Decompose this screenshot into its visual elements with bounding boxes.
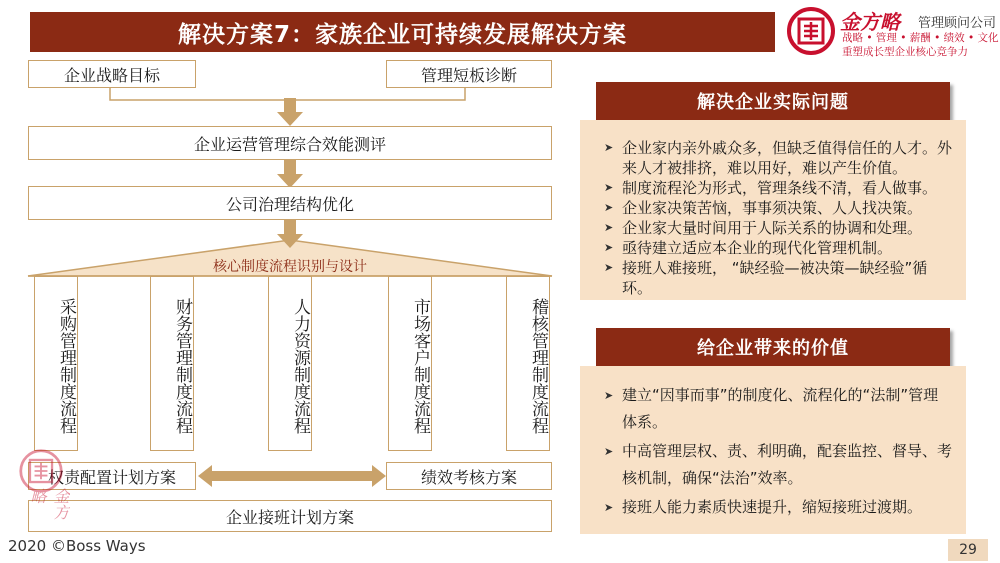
procurement-process-column: 采购管理制度流程 [34, 276, 78, 451]
list-item: ➤ 企业家内亲外戚众多，但缺乏值得信任的人才。外来人才被排挤，难以用好，难以产生价值。 [600, 138, 952, 178]
down-arrow-icon [277, 98, 303, 126]
logo-services: 战略 • 管理 • 薪酬 • 绩效 • 文化 [842, 32, 999, 44]
strategy-goal-box: 企业战略目标 [28, 60, 196, 88]
watermark-text: 金方略 [28, 488, 70, 520]
list-item: ➤ 中高管理层权、责、利明确，配套监控、督导、考核机制，确保“法治”效率。 [600, 438, 952, 492]
logo-company: 管理顾问公司 [918, 16, 997, 31]
double-arrow-icon [198, 465, 386, 487]
page-title: 解决方案7：家族企业可持续发展解决方案 [30, 12, 775, 52]
watermark-logo [14, 448, 84, 533]
core-process-label: 核心制度流程识别与设计 [213, 259, 367, 275]
value-list [600, 382, 952, 521]
page-number: 29 [948, 539, 988, 561]
panel-value-heading: 给企业带来的价值 [596, 328, 950, 366]
list-item: ➤ 接班人能力素质快速提升，缩短接班过渡期。 [600, 494, 952, 521]
succession-plan-box: 企业接班计划方案 [28, 500, 552, 532]
down-arrow-icon [277, 220, 303, 248]
list-item: ➤ 建立“因事而事”的制度化、流程化的“法制”管理体系。 [600, 382, 952, 436]
weakness-diagnosis-box: 管理短板诊断 [386, 60, 552, 88]
list-item: ➤ 亟待建立适应本企业的现代化管理机制。 [600, 238, 952, 258]
efficiency-assessment-box: 企业运营管理综合效能测评 [28, 126, 552, 160]
panel-value [580, 366, 966, 534]
finance-process-column: 财务管理制度流程 [150, 276, 194, 451]
panel-problems [580, 120, 966, 300]
list-item: ➤ 企业家决策苦恼，事事须决策、人人找决策。 [600, 198, 952, 218]
marketing-process-column: 市场客户制度流程 [388, 276, 432, 451]
audit-process-column: 稽核管理制度流程 [506, 276, 550, 451]
governance-optimization-box: 公司治理结构优化 [28, 186, 552, 220]
problem-list [600, 138, 952, 298]
footer-copyright: 2020 ©Boss Ways [8, 537, 146, 555]
down-arrow-icon [277, 160, 303, 188]
performance-plan-box: 绩效考核方案 [386, 462, 552, 490]
responsibility-plan-box: 权责配置计划方案 [28, 462, 196, 490]
company-logo [786, 4, 999, 58]
list-item: ➤ 企业家大量时间用于人际关系的协调和处理。 [600, 218, 952, 238]
logo-slogan: 重塑成长型企业核心竞争力 [842, 46, 968, 58]
logo-seal-icon [786, 6, 836, 56]
panel-problems-heading: 解决企业实际问题 [596, 82, 950, 120]
hr-process-column: 人力资源制度流程 [268, 276, 312, 451]
list-item: ➤ 制度流程沦为形式，管理条线不清，看人做事。 [600, 178, 952, 198]
list-item: ➤ 接班人难接班， “缺经验—被决策—缺经验”循环。 [600, 258, 952, 298]
logo-mark: 金方略 [840, 10, 900, 34]
